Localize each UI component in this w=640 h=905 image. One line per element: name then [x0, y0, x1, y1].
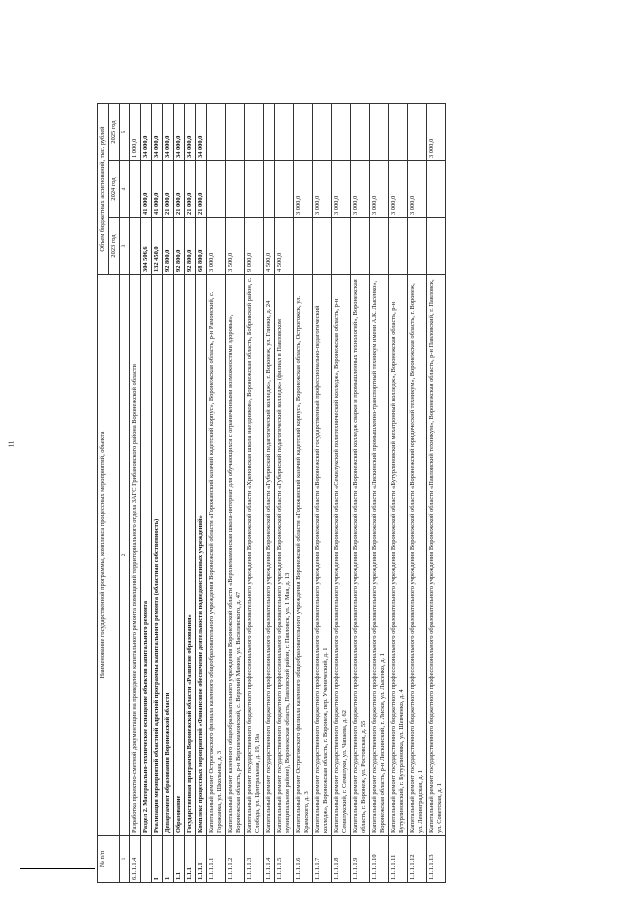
row-2023	[293, 218, 312, 275]
row-no: 1.1.1.1.1	[206, 836, 225, 883]
row-2024: 3 000,0	[369, 161, 388, 218]
row-2024	[129, 161, 140, 218]
row-no: 1.1	[173, 836, 184, 883]
row-no: I	[151, 836, 162, 883]
row-2023: 3 500,0	[225, 218, 244, 275]
table-row	[151, 104, 162, 883]
row-2024	[244, 161, 263, 218]
row-name: Капитальный ремонт государственного бюджетного профессионального образовательного учреждения Воронежской области «Губернский педагогический колледж», г. Воронеж, ул. Глинки, д. 24	[263, 275, 274, 836]
row-2025	[206, 104, 225, 161]
row-2023	[407, 218, 426, 275]
table-row	[244, 104, 263, 883]
row-name: Капитальный ремонт государственного бюджетного профессионального образовательного учреждения Воронежской области «Семилукский политехнический колледж», Воронежская область, р-н Семилукский, г. Семилуки, ул. Чапаева, д. 62	[331, 275, 350, 836]
row-no: 1.1.1.1.12	[407, 836, 426, 883]
footer-divider	[20, 868, 95, 869]
row-no: 1.1.1.1.3	[244, 836, 263, 883]
index-1: 1	[120, 836, 130, 883]
row-name: Капитальный ремонт государственного бюджетного профессионального образовательного учреждения Воронежской области «Губернский педагогический колледж» (филиал в Павловском муниципальном районе), Воронежская область, Павловский район, г. Павловск, ул. 1 Мая, д. 13	[274, 275, 293, 836]
table-row	[140, 104, 151, 883]
row-no: 1	[162, 836, 173, 883]
row-name: Капитальный ремонт государственного бюджетного профессионального образовательного учреждения Воронежской области «Воронежский государственный профессионально-педагогический колледж», Воронежская область, г. Воронеж, пер. Ученический, д. 1	[312, 275, 331, 836]
row-2024: 21 000,0	[162, 161, 173, 218]
table-row	[350, 104, 369, 883]
row-2023	[331, 218, 350, 275]
table-row	[206, 104, 225, 883]
table-row	[331, 104, 350, 883]
row-no: 1.1.1.1.11	[388, 836, 407, 883]
table-row	[407, 104, 426, 883]
row-2023: 9 000,0	[244, 218, 263, 275]
row-2023	[369, 218, 388, 275]
row-no: 1.1.1.1.2	[225, 836, 244, 883]
row-no	[140, 836, 151, 883]
table-row	[426, 104, 445, 883]
row-no: 1.1.1.1.7	[312, 836, 331, 883]
header-no: № п/п	[98, 836, 120, 883]
row-2025	[388, 104, 407, 161]
row-2025	[263, 104, 274, 161]
row-2023: 4 500,0	[274, 218, 293, 275]
row-no: 1.1.1.1.9	[350, 836, 369, 883]
row-2023: 3 000,0	[206, 218, 225, 275]
row-name: Капитальный ремонт государственного бюджетного профессионального образовательного учреждения Воронежской области «Павловский техникум», Воронежская область, р-н Павловский, г. Павловск, ул. Советская, д. 1	[426, 275, 445, 836]
table-row	[293, 104, 312, 883]
row-2024	[426, 161, 445, 218]
table-row	[263, 104, 274, 883]
row-2023	[426, 218, 445, 275]
row-name: Капитальный ремонт государственного бюджетного профессионального образовательного учреждения Воронежской области «Хреновская школа наездников», Воронежская область, Бобровский район, с. Слобода, ул. Центральная, д. 19, 19а	[244, 275, 263, 836]
row-name: Образование	[173, 275, 184, 836]
row-2025	[369, 104, 388, 161]
row-2025: 34 000,0	[195, 104, 206, 161]
row-name: Капитальный ремонт Острогожского филиала казенного общеобразовательного учреждения Воронежской области «Горожанский казачий кадетский корпус», Воронежская область, Острогожск, ул. Крамского, д. 3	[293, 275, 312, 836]
row-no: 1.1.1.1.5	[274, 836, 293, 883]
row-2023: 68 800,0	[195, 218, 206, 275]
row-no: 1.1.1.1.10	[369, 836, 388, 883]
row-name: Разработка проектно-сметной документации на проведение капитального ремонта помещений территориального отдела ЗАГС Грибановского района Воронежской области	[129, 275, 140, 836]
table-body	[129, 104, 445, 883]
row-name: Реализация мероприятий областной адресной программы капитального ремонта (областная собственность)	[151, 275, 162, 836]
row-2025: 34 000,0	[173, 104, 184, 161]
row-2024: 3 000,0	[407, 161, 426, 218]
row-2024	[225, 161, 244, 218]
row-2024: 41 000,0	[151, 161, 162, 218]
row-2025: 34 000,0	[140, 104, 151, 161]
budget-table	[97, 103, 446, 883]
row-name: Капитальный ремонт государственного бюджетного профессионального образовательного учреждения Воронежской области «Воронежский юридический техникум», Воронежская область, г. Воронеж, ул. Ленинградская, д. 1	[407, 275, 426, 836]
index-3: 3	[120, 218, 130, 275]
header-budget: Объем бюджетных ассигнований, тыс. рублей	[98, 104, 109, 275]
row-no: 6.1.1.1.4	[129, 836, 140, 883]
row-name: Капитальный ремонт казенного общеобразовательного учреждения Воронежской области «Верхнемамонская школа-интернат для обучающихся с ограниченными возможностями здоровья», Воронежская область, р-н Верхнемамонский, с. Верхний Мамон, ул. Василевского, д. 47	[225, 275, 244, 836]
table-row	[388, 104, 407, 883]
row-2025	[331, 104, 350, 161]
table-row	[173, 104, 184, 883]
row-2024: 21 000,0	[173, 161, 184, 218]
table-row	[369, 104, 388, 883]
row-name: Капитальный ремонт государственного бюджетного профессионального образовательного учреждения Воронежской области «Лискинский промышленно-транспортный техникум имени А.К. Лысенко», Воронежская область, р-н Лискинский, г. Лиски, ул. Лысенко, д. 1	[369, 275, 388, 836]
row-2025: 3 000,0	[426, 104, 445, 161]
row-2023	[350, 218, 369, 275]
table-row	[162, 104, 173, 883]
row-2023	[312, 218, 331, 275]
row-2024: 3 000,0	[312, 161, 331, 218]
row-name: Капитальный ремонт государственного бюджетного профессионального образовательного учреждения Воронежской области «Бутурлиновский мехатронный колледж», Воронежская область, р-н Бутурлиновский, г. Бутурлиновка, ул. Шевченко, д. 4	[388, 275, 407, 836]
row-2023: 132 450,0	[151, 218, 162, 275]
row-name: Капитальный ремонт государственного бюджетного профессионального образовательного учреждения Воронежской области «Воронежский колледж сварки и промышленных технологий», Воронежская область, г. Воронеж, ул. Ростовская, д. 55	[350, 275, 369, 836]
row-2025: 34 000,0	[151, 104, 162, 161]
row-2024: 41 000,0	[140, 161, 151, 218]
row-name: Капитальный ремонт Острогожского филиала казенного общеобразовательного учреждения Воронежской области «Горожанский казачий кадетский корпус», Воронежская область, р-н Рамонский, с. Горожанка, ул. Школьная, д. 3	[206, 275, 225, 836]
row-2024: 3 000,0	[388, 161, 407, 218]
header-2023: 2023 год	[109, 218, 120, 275]
row-no: 1.1.1.1.4	[263, 836, 274, 883]
index-4: 4	[120, 161, 130, 218]
row-no: 1.1.1.1.13	[426, 836, 445, 883]
row-2025	[407, 104, 426, 161]
row-2023: 92 800,0	[162, 218, 173, 275]
row-name: Департамент образования Воронежской области	[162, 275, 173, 836]
row-2025	[293, 104, 312, 161]
header-2024: 2024 год	[109, 161, 120, 218]
row-2024: 21 000,0	[195, 161, 206, 218]
row-2024: 3 000,0	[293, 161, 312, 218]
row-no: 1.1.1.1	[195, 836, 206, 883]
row-2024: 3 000,0	[350, 161, 369, 218]
index-5: 5	[120, 104, 130, 161]
table-row	[312, 104, 331, 883]
index-2: 2	[120, 275, 130, 836]
table-row	[129, 104, 140, 883]
table-row	[195, 104, 206, 883]
row-2023: 92 800,0	[184, 218, 195, 275]
row-name: Государственная программа Воронежской области «Развитие образования»	[184, 275, 195, 836]
row-2025	[350, 104, 369, 161]
row-2024: 3 000,0	[331, 161, 350, 218]
row-2023	[129, 218, 140, 275]
table-row	[225, 104, 244, 883]
row-name: Комплекс процессных мероприятий «Финансовое обеспечение деятельности подведомственных учреждений»	[195, 275, 206, 836]
row-2024	[274, 161, 293, 218]
row-no: 1.1.1.1.8	[331, 836, 350, 883]
row-2024	[206, 161, 225, 218]
row-no: 1.1.1	[184, 836, 195, 883]
row-2025	[312, 104, 331, 161]
row-2025: 34 000,0	[162, 104, 173, 161]
page-number: 11	[7, 440, 16, 448]
budget-table-rotated	[97, 103, 622, 883]
row-2025	[225, 104, 244, 161]
row-2024	[263, 161, 274, 218]
row-2023	[388, 218, 407, 275]
header-name: Наименование государственной программы, комплекса процессных мероприятий, объекта	[98, 275, 120, 836]
row-2023: 4 500,0	[263, 218, 274, 275]
row-2023: 304 506,6	[140, 218, 151, 275]
row-2025	[244, 104, 263, 161]
header-2025: 2025 год	[109, 104, 120, 161]
row-2023: 92 800,0	[173, 218, 184, 275]
row-2024: 21 000,0	[184, 161, 195, 218]
row-no: 1.1.1.1.6	[293, 836, 312, 883]
row-2025: 34 000,0	[184, 104, 195, 161]
table-row	[274, 104, 293, 883]
table-row	[184, 104, 195, 883]
row-2025: 1 000,0	[129, 104, 140, 161]
row-2025	[274, 104, 293, 161]
row-name: Раздел 2. Материально-техническое оснащение объектов капитального ремонта	[140, 275, 151, 836]
